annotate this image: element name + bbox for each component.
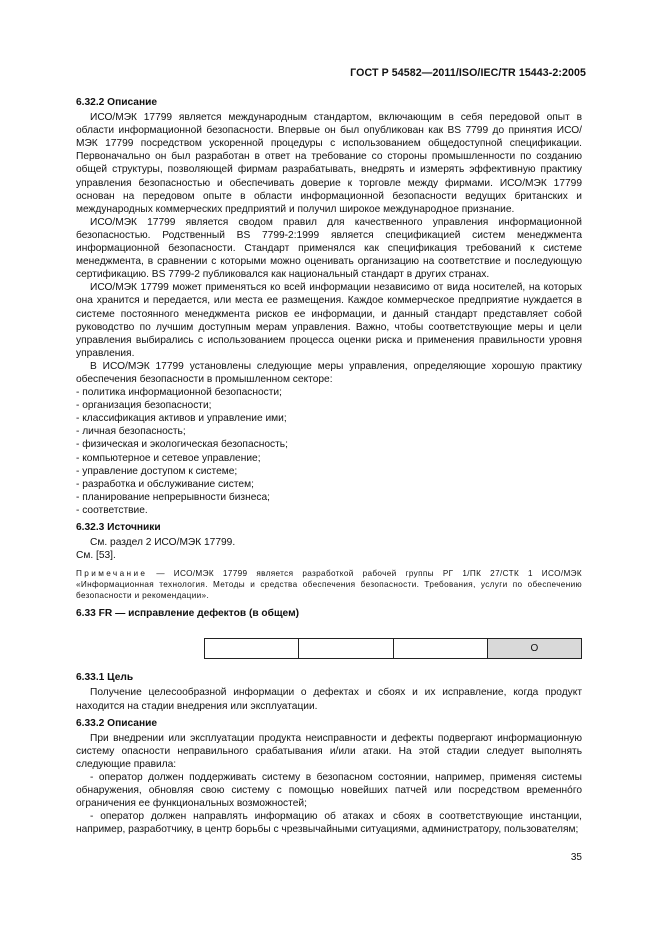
paragraph: См. раздел 2 ИСО/МЭК 17799. (90, 537, 236, 549)
list-item: - управление доступом к системе; (76, 465, 238, 477)
table-cell (205, 639, 299, 659)
list-item: - компьютерное и сетевое управление; (76, 452, 261, 464)
list-item: - организация безопасности; (76, 400, 212, 412)
page-number: 35 (570, 852, 582, 863)
list-item: - классификация активов и управление ими; (76, 413, 287, 425)
paragraph: ИСО/МЭК 17799 является международным стандартом, включающим в себя передовой опыт в области информационной безопасности. Впервые он был опубликован как BS 7799 до принятия ИСО/МЭК 17799 посредством ускоренной процедуры с использованием общедоступной спецификации. Первоначально он был разработан в ответ на требование со стороны промышленности по созданию общей структуры, позволяющей фирмам разрабатывать, внедрять и измерять эффективную практику управления безопасностью и обеспечивать доверие к торговле между фирмами. ИСО/МЭК 17799 основан на передовом опыте в области информационной безопасности ведущих британских и международных коммерческих предприятий и получил широкое международное признание. (76, 112, 582, 215)
section-heading-6-33-1: 6.33.1 Цель (76, 672, 134, 684)
list-item: - разработка и обслуживание систем; (76, 478, 254, 490)
list-item: - планирование непрерывности бизнеса; (76, 491, 270, 503)
table-cell (393, 639, 487, 659)
note-text: — ИСО/МЭК 17799 является разработкой рабочей группы РГ 1/ПК 27/СТК 1 ИСО/МЭК «Информационная технология. Методы и средства обеспечения безопасности. Требования, услуги по обеспечению безопасности и рекомендации». (76, 569, 582, 601)
section-heading-6-33-2: 6.33.2 Описание (76, 717, 158, 729)
list-item: - физическая и экологическая безопасность; (76, 439, 288, 451)
paragraph: В ИСО/МЭК 17799 установлены следующие меры управления, определяющие хорошую практику обеспечения безопасности в промышленном секторе: (76, 360, 582, 385)
table-cell (299, 639, 393, 659)
page-content (76, 96, 582, 837)
controls-list (76, 386, 582, 517)
paragraph: - оператор должен поддерживать систему в безопасном состоянии, например, применяя системы обнаружения, обновляя свою систему с помощью новейших патчей или посредством временнóго ограничения ее функциональных возможностей; (76, 772, 582, 810)
section-heading-6-32-3: 6.32.3 Источники (76, 522, 161, 533)
section-heading-6-32-2: 6.32.2 Описание (76, 97, 158, 108)
table-cell: O (487, 639, 581, 659)
page-header: ГОСТ Р 54582—2011/ISO/IEC/TR 15443-2:2005 (350, 67, 586, 79)
note-label: Примечание (76, 569, 148, 579)
list-item: - личная безопасность; (76, 426, 186, 438)
paragraph: - оператор должен направлять информацию об атаках и сбоях в соответствующие инстанции, например, разработчику, в центр борьбы с чрезвычайными ситуациями, администратору, пользователям; (76, 811, 582, 836)
paragraph: Получение целесообразной информации о дефектах и сбоях и их исправление, когда продукт находится на стадии внедрения или эксплуатации. (76, 687, 582, 712)
paragraph: ИСО/МЭК 17799 является сводом правил для качественного управления информационной безопасностью. Родственный BS 7799-2:1999 является спецификацией систем менеджмента информационной безопасности. Стандарт применялся как спецификация требований к системе менеджмента, в сравнении с которыми можно оценивать организацию на соответствие и последующую сертификацию. BS 7799-2 публиковался как национальный стандарт в других странах. (76, 216, 582, 281)
section-heading-6-33: 6.33 FR — исправление дефектов (в общем) (76, 608, 300, 620)
assurance-table (204, 638, 582, 659)
list-item: - соответствие. (76, 504, 148, 516)
paragraph: См. [53]. (76, 550, 116, 562)
note (76, 568, 582, 601)
paragraph: При внедрении или эксплуатации продукта неисправности и дефекты подвергают информационную систему опасности неправильного срабатывания и/или атаки. На этой стадии следует выполнять следующие правила: (76, 732, 582, 770)
list-item: - политика информационной безопасности; (76, 387, 282, 399)
paragraph: ИСО/МЭК 17799 может применяться ко всей информации независимо от вида носителей, на которых она хранится и передается, или места ее размещения. Каждое коммерческое предприятие нуждается в системе постоянного менеджмента рисков ее информации, и данный стандарт представляет собой руководство по лучшим доступным мерам управления. Важно, чтобы соответствующие меры и цели управления выбирались с использованием процесса оценки риска и применения правильности уровня управления. (76, 282, 582, 359)
